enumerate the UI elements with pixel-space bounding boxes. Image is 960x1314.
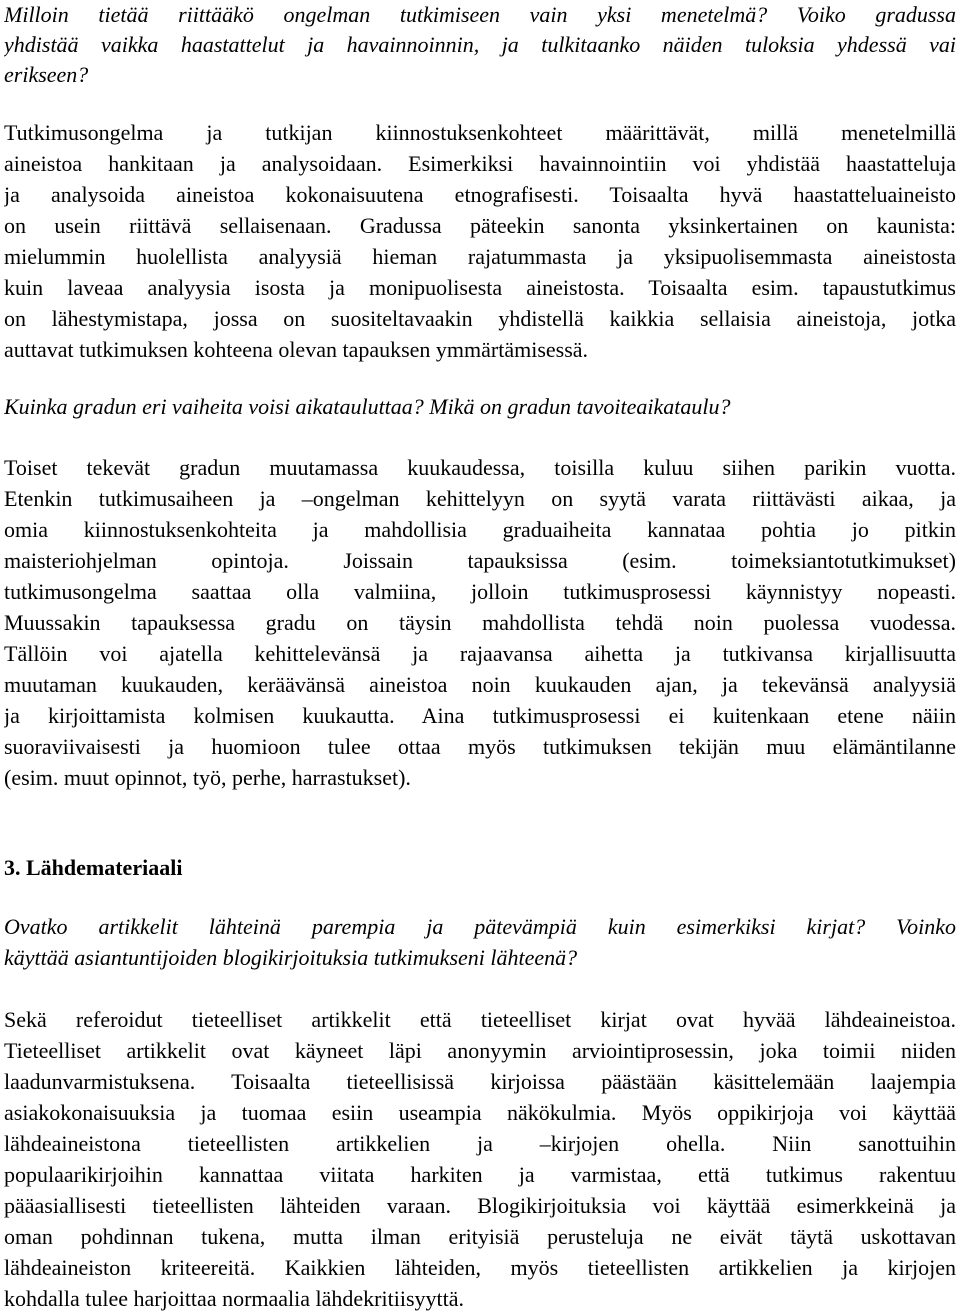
text-line: lähdeaineistona tieteellisten artikkelien ja –kirjojen ohella. Niin sanottuihin	[4, 1131, 956, 1156]
text-line: Muussakin tapauksessa gradu on täysin mahdollista tehdä noin puolessa vuodessa.	[4, 610, 956, 635]
text-line: oman pohdinnan tukena, mutta ilman erityisiä perusteluja ne eivät täytä uskottavan	[4, 1224, 956, 1249]
text-line: kohdalla tulee harjoittaa normaalia lähdekritiisyyttä.	[4, 1286, 465, 1311]
question-line: Kuinka gradun eri vaiheita voisi aikatauluttaa? Mikä on gradun tavoiteaikataulu?	[4, 394, 731, 419]
text-line: ja analysoida aineistoa kokonaisuutena etnografisesti. Toisaalta hyvä haastatteluaineisto	[4, 182, 956, 207]
text-line: ja kirjoittamista kolmisen kuukautta. Aina tutkimusprosessi ei kuitenkaan etene näiin	[4, 703, 956, 728]
text-line: suoraviivaisesti ja huomioon tulee ottaa myös tutkimuksen tekijän muu elämäntilanne	[4, 734, 956, 759]
text-line: lähdeaineiston kriteereitä. Kaikkien lähteiden, myös tieteellisten artikkelien ja kirjojen	[4, 1255, 956, 1280]
question-line: käyttää asiantuntijoiden blogikirjoituksia tutkimukseni lähteenä?	[4, 945, 578, 970]
text-line: mielummin huolellista analyysiä hieman rajatummasta ja yksipuolisemmasta aineistosta	[4, 244, 956, 269]
text-line: aineistoa hankitaan ja analysoidaan. Esimerkiksi havainnointiin voi yhdistää haastatteluja	[4, 151, 956, 176]
text-line: laadunvarmistuksena. Toisaalta tieteellisissä kirjoissa päästään käsittelemään laajempia	[4, 1069, 956, 1094]
text-line: on lähestymistapa, jossa on suositeltavaakin yhdistellä kaikkia sellaisia aineistoja, jotka	[4, 306, 956, 331]
question-line: yhdistää vaikka haastattelut ja havainnoinnin, ja tulkitaanko näiden tuloksia yhdessä vai	[4, 32, 956, 57]
question-line: erikseen?	[4, 62, 89, 87]
text-line: kuin laveaa analyysia isosta ja monipuolisesta aineistosta. Toisaalta esim. tapaustutkimus	[4, 275, 956, 300]
text-line: pääasiallisesti tieteellisten lähteiden varaan. Blogikirjoituksia voi käyttää esimerkkeinä ja	[4, 1193, 956, 1218]
text-line: populaarikirjoihin kannattaa viitata harkiten ja varmistaa, että tutkimus rakentuu	[4, 1162, 956, 1187]
text-line: tutkimusongelma saattaa olla valmiina, jolloin tutkimusprosessi käynnistyy nopeasti.	[4, 579, 956, 604]
text-line: Toiset tekevät gradun muutamassa kuukaudessa, toisilla kuluu siihen parikin vuotta.	[4, 455, 956, 480]
text-line: asiakokonaisuuksia ja tuomaa esiin useampia näkökulmia. Myös oppikirjoja voi käyttää	[4, 1100, 956, 1125]
text-line: Tällöin voi ajatella kehittelevänsä ja rajaavansa aihetta ja tutkivansa kirjallisuutta	[4, 641, 956, 666]
question-line: Milloin tietää riittääkö ongelman tutkimiseen vain yksi menetelmä? Voiko gradussa	[4, 2, 956, 27]
section-heading: 3. Lähdemateriaali	[4, 855, 183, 880]
text-line: Tutkimusongelma ja tutkijan kiinnostuksenkohteet määrittävät, millä menetelmillä	[4, 120, 956, 145]
text-line: Tieteelliset artikkelit ovat käyneet läpi anonyymin arviointiprosessin, joka toimii niiden	[4, 1038, 956, 1063]
text-line: Etenkin tutkimusaiheen ja –ongelman kehittelyyn on syytä varata riittävästi aikaa, ja	[4, 486, 956, 511]
text-line: maisteriohjelman opintoja. Joissain tapauksissa (esim. toimeksiantotutkimukset)	[4, 548, 956, 573]
text-line: auttavat tutkimuksen kohteena olevan tapauksen ymmärtämisessä.	[4, 337, 589, 362]
question-line: Ovatko artikkelit lähteinä parempia ja pätevämpiä kuin esimerkiksi kirjat? Voinko	[4, 914, 956, 939]
text-line: (esim. muut opinnot, työ, perhe, harrastukset).	[4, 765, 411, 790]
text-line: omia kiinnostuksenkohteita ja mahdollisia graduaiheita kannataa pohtia jo pitkin	[4, 517, 956, 542]
text-line: on usein riittävä sellaisenaan. Gradussa päteekin sanonta yksinkertainen on kaunista:	[4, 213, 956, 238]
text-line: Sekä referoidut tieteelliset artikkelit että tieteelliset kirjat ovat hyvää lähdeaineistoa.	[4, 1007, 956, 1032]
text-line: muutaman kuukauden, keräävänsä aineistoa noin kuukauden ajan, ja tekevänsä analyysiä	[4, 672, 956, 697]
